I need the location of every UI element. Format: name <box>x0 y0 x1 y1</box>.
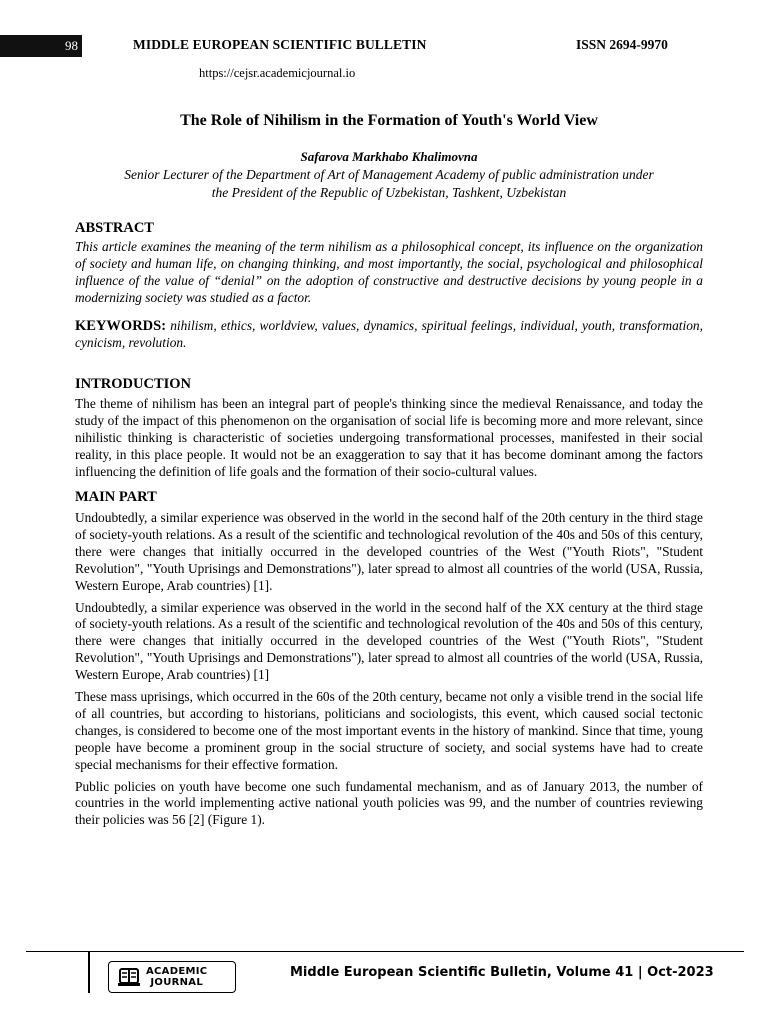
author-name: Safarova Markhabo Khalimovna <box>300 149 478 164</box>
logo-text <box>146 966 207 988</box>
main-part-paragraph-3: These mass uprisings, which occurred in the 60s of the 20th century, became not only a visible trend in the social life of all countries, but according to historians, politicians and sociologists, this event, which caused social tectonic changes, is considered to become one of the most important events in the history of mankind. Since that time, young people have become a prominent group in the social structure of society, and social systems have had to create special mechanisms for their effective formation. <box>75 689 703 772</box>
abstract-text: This article examines the meaning of the term nihilism as a philosophical concept, its influence on the organization of society and human life, on changing thinking, and most importantly, the social, psychological and philosophical influence of the value of “denial” on the adoption of constructive and destructive decisions by young people in a modernizing society was studied as a factor. <box>75 239 703 305</box>
footer-divider <box>26 951 744 952</box>
introduction-text: The theme of nihilism has been an integral part of people's thinking since the medieval Renaissance, and today the study of the impact of this phenomenon on the organisation of social life is becoming more and more relevant, since nihilistic thinking is characteristic of societies undergoing transformational processes, manifested in their social reality, in this place people. It would not be an exaggeration to say that it has become dominant among the factors influencing the definition of life goals and the formation of their socio-cultural values. <box>75 396 703 480</box>
footer-citation: Middle European Scientific Bulletin, Volume 41 | Oct-2023 <box>290 965 714 980</box>
author-affiliation-line2: the President of the Republic of Uzbekistan, Tashkent, Uzbekistan <box>211 185 567 200</box>
introduction-heading: INTRODUCTION <box>75 376 192 393</box>
keywords-label: KEYWORDS: <box>75 317 167 334</box>
logo-text-line2: JOURNAL <box>150 977 203 988</box>
main-part-paragraph-2: Undoubtedly, a similar experience was observed in the world in the second half of the XX century at the third stage of society-youth relations. As a result of the scientific and technological revolution of the 40s and 50s of this century, there were changes that initially occurred in the developed countries of the West ("Youth Riots", "Student Revolution", "Youth Uprisings and Demonstrations"), later spread to almost all countries of the world (USA, Russia, Western Europe, Arab countries) [1] <box>75 599 703 683</box>
footer-vertical-divider <box>88 951 90 993</box>
logo-text-line1: ACADEMIC <box>146 966 208 977</box>
main-part-paragraph-4: Public policies on youth have become one such fundamental mechanism, and as of January 2013, the number of countries in the world implementing active national youth policies was 99, and the number of countries reviewing their policies was 56 [2] (Figure 1). <box>75 778 703 828</box>
keywords <box>75 318 703 352</box>
book-icon <box>117 966 141 988</box>
journal-name: MIDDLE EUROPEAN SCIENTIFIC BULLETIN <box>133 37 427 52</box>
abstract-heading: ABSTRACT <box>75 220 154 236</box>
article-title: The Role of Nihilism in the Formation of Youth's World View <box>180 112 598 129</box>
academic-journal-logo <box>108 961 236 993</box>
issn: ISSN 2694-9970 <box>576 37 668 52</box>
journal-url[interactable]: https://cejsr.academicjournal.io <box>199 66 356 80</box>
main-part-heading: MAIN PART <box>75 488 157 505</box>
article-content <box>75 110 703 829</box>
main-part-paragraph-1: Undoubtedly, a similar experience was observed in the world in the second half of the 20th century in the third stage of society-youth relations. As a result of the scientific and technological revolution of the 40s and 50s of this century, there were changes that initially occurred in the developed countries of the West ("Youth Riots", "Student Revolution", "Youth Uprisings and Demonstrations"), later spread to almost all countries of the world (USA, Russia, Western Europe, Arab countries) [1]. <box>75 509 703 593</box>
keywords-text: nihilism, ethics, worldview, values, dynamics, spiritual feelings, individual, youth, transformation, cynicism, revolution. <box>75 317 703 350</box>
author-affiliation-line1: Senior Lecturer of the Department of Art of Management Academy of public administration under <box>124 167 654 182</box>
page-number: 98 <box>0 35 82 57</box>
